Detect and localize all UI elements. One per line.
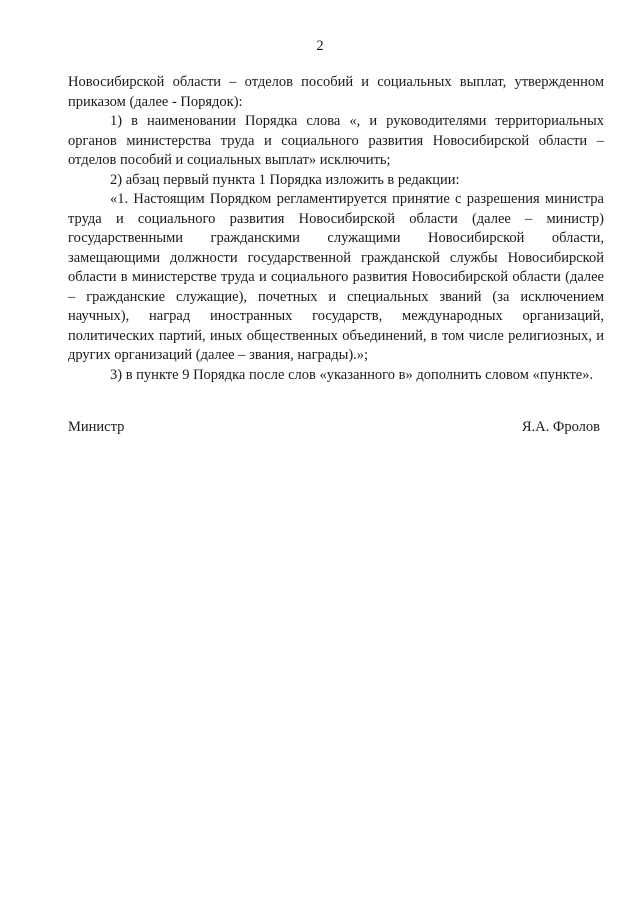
paragraph-item-3: 3) в пункте 9 Порядка после слов «указанного в» дополнить словом «пункте». — [110, 366, 594, 383]
signature-position: Министр — [68, 419, 125, 435]
signature-name: Я.А. Фролов — [521, 419, 600, 435]
paragraph-intro: Новосибирской области – отделов пособий и социальных выплат, утвержденном приказом (далее - Порядок): — [68, 74, 604, 110]
paragraph-item-1: 1) в наименовании Порядка слова «, и руководителями территориальных органов министерства труда и социального развития Новосибирской области – отделов пособий и социальных выплат» исключить; — [68, 113, 604, 168]
signature-block — [68, 419, 600, 436]
document-body — [68, 73, 604, 385]
paragraph-quoted-point-1: «1. Настоящим Порядком регламентируется принятие с разрешения министра труда и социального развития Новосибирской области (далее – министр) государственными гражданскими служащими Новосибирской области, замещающими должности государственной гражданской службы Новосибирской области в министерстве труда и социального развития Новосибирской области (далее – гражданские служащие), почетных и специальных званий (за исключением научных), наград иностранных государств, международных организаций, политических партий, иных общественных объединений, в том числе религиозных, и других организаций (далее – звания, награды).»; — [68, 191, 604, 363]
paragraph-item-2: 2) абзац первый пункта 1 Порядка изложить в редакции: — [110, 171, 460, 188]
page-number: 2 — [316, 38, 324, 54]
